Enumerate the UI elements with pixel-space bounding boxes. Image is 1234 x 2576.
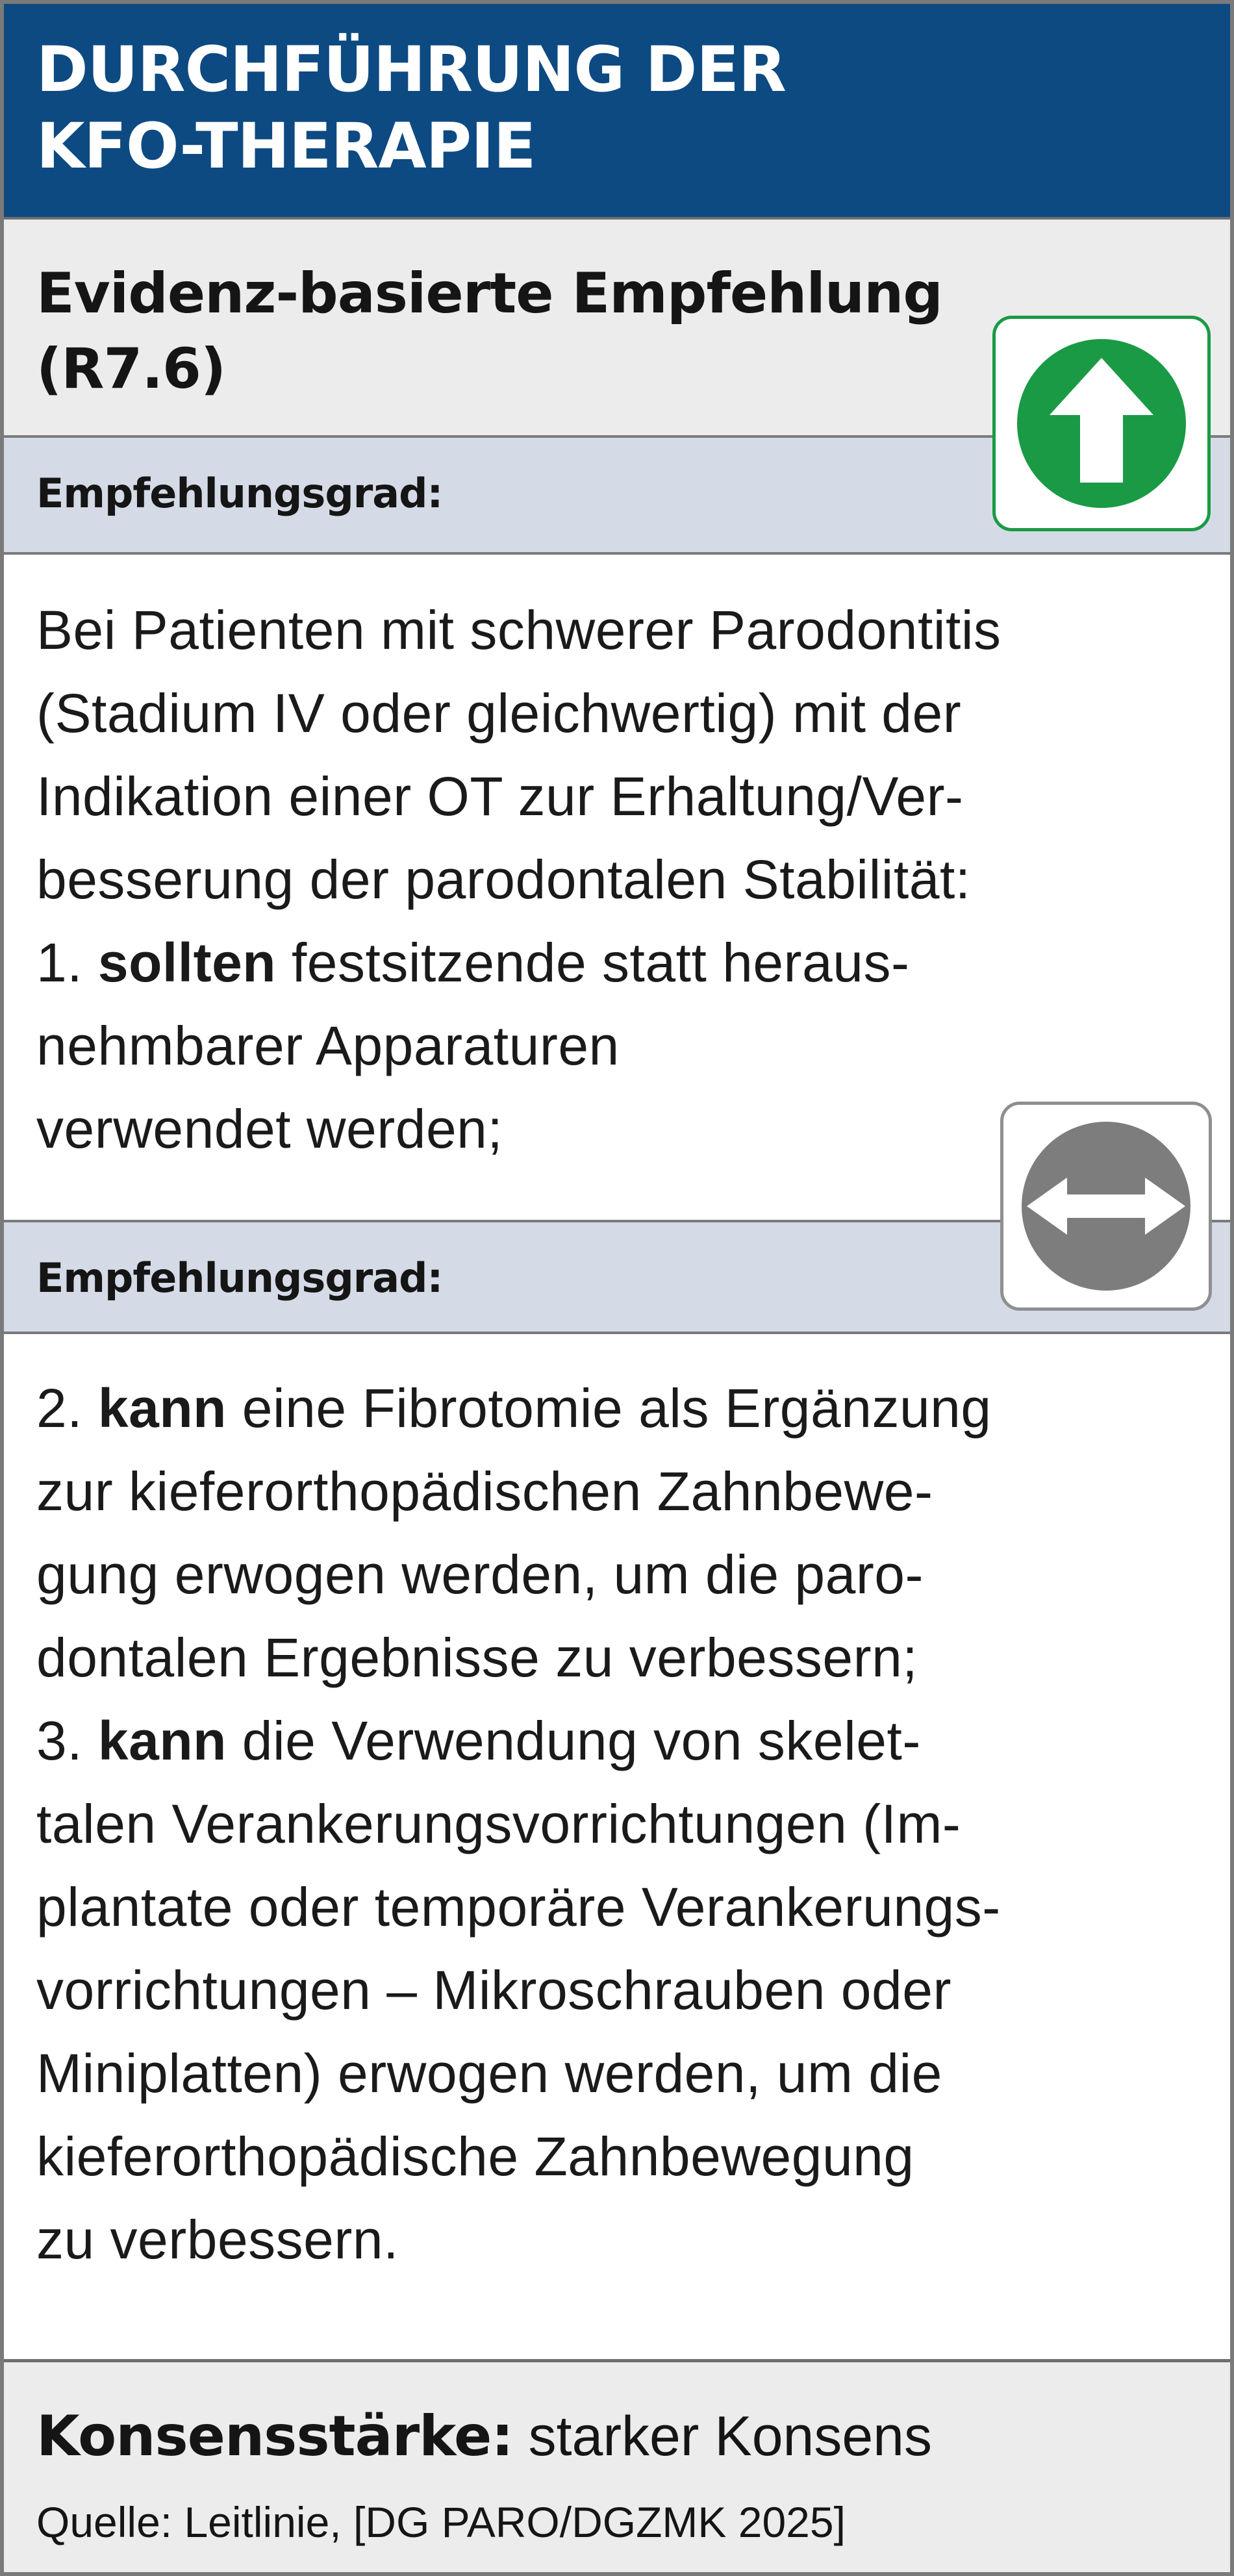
source-citation: Quelle: Leitlinie, [DG PARO/DGZMK 2025] [36, 2498, 846, 2546]
item-number: 1. [36, 932, 98, 993]
item-text: festsitzende statt heraus- [276, 932, 910, 993]
text-line: zu verbessern. [36, 2209, 399, 2270]
grade-label-1: Empfehlungsgrad: [36, 470, 443, 517]
recommendation-title-line: (R7.6) [36, 336, 226, 401]
text-line: Bei Patienten mit schwerer Parodontitis [36, 600, 1001, 661]
header-title [36, 31, 786, 184]
up-arrow-icon [996, 319, 1207, 528]
text-line: (Stadium IV oder gleichwertig) mit der [36, 683, 962, 744]
text-line: gung erwogen werden, um die paro- [36, 1544, 924, 1605]
item-text: eine Fibrotomie als Ergänzung [226, 1378, 992, 1439]
text-line: dontalen Ergebnisse zu verbessern; [36, 1627, 918, 1688]
item-2-line [36, 1367, 1001, 1450]
consensus-label: Konsensstärke: [36, 2404, 513, 2469]
header-bar [4, 4, 1230, 217]
footer-section [4, 2359, 1230, 2572]
item-keyword: sollten [97, 932, 277, 993]
text-line: talen Verankerungsvorrichtungen (Im- [36, 1793, 961, 1854]
grade-badge-strong [992, 316, 1211, 531]
recommendation-title [36, 256, 942, 407]
grade-label-2: Empfehlungsgrad: [36, 1254, 443, 1302]
text-line: verwendet werden; [36, 1098, 503, 1159]
header-title-line: DURCHFÜHRUNG DER [36, 33, 786, 106]
consensus-strength [36, 2403, 932, 2470]
grade-badge-open [1000, 1102, 1212, 1311]
item-keyword: kann [97, 1710, 227, 1771]
item-number: 2. [36, 1378, 98, 1439]
text-line: kieferorthopädische Zahnbewegung [36, 2126, 914, 2187]
item-3-line [36, 1699, 1001, 1782]
text-line: plantate oder temporäre Verankerungs- [36, 1876, 1001, 1938]
consensus-value: starker Konsens [512, 2405, 933, 2468]
text-line: besserung der parodontalen Stabilität: [36, 849, 971, 910]
item-number: 3. [36, 1710, 98, 1771]
item-text: die Verwendung von skelet- [226, 1710, 921, 1771]
recommendation-title-line: Evidenz-basierte Empfehlung [36, 261, 942, 326]
item-keyword: kann [97, 1378, 227, 1439]
recommendation-text-2 [36, 1367, 1001, 2281]
text-line: nehmbarer Apparaturen [36, 1015, 620, 1076]
recommendation-text-1 [36, 588, 1001, 1170]
text-line: Miniplatten) erwogen werden, um die [36, 2043, 942, 2104]
header-title-line: KFO-THERAPIE [36, 110, 536, 183]
text-line: Indikation einer OT zur Erhaltung/Ver- [36, 766, 964, 827]
text-line: vorrichtungen – Mikroschrauben oder [36, 1960, 951, 2021]
text-line: zur kieferorthopädischen Zahnbewe- [36, 1461, 933, 1522]
item-1-line [36, 921, 1001, 1004]
left-right-arrow-icon [1003, 1105, 1209, 1307]
